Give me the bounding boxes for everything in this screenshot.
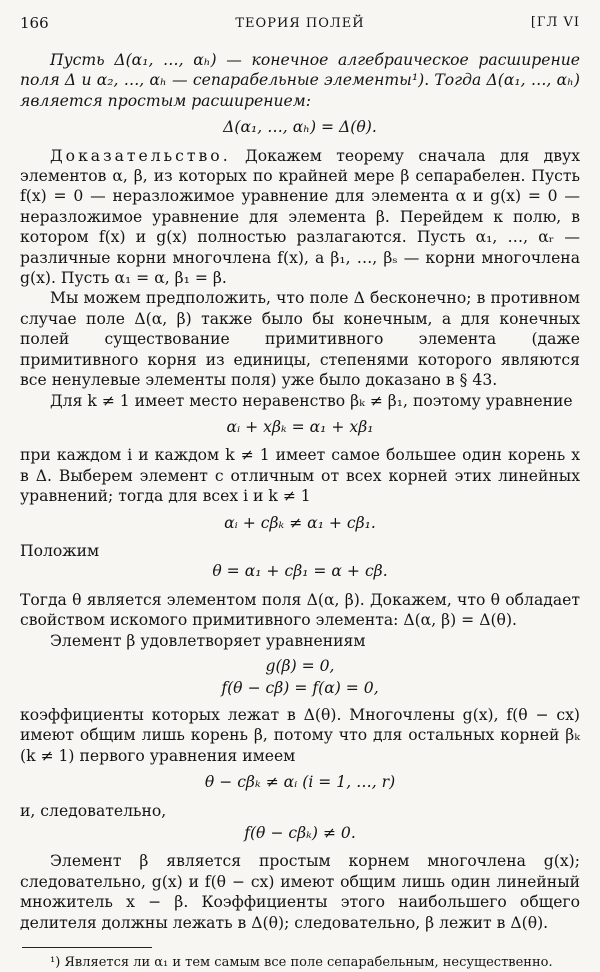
equation-f-theta: f(θ − cβ) = f(α) = 0, [221, 678, 379, 697]
equation-system [20, 655, 580, 699]
equation-inequality-c: αᵢ + cβₖ ≠ α₁ + cβ₁. [224, 513, 376, 532]
proof-text: Докажем теорему сначала для двух элементов α, β, из которых по крайней мере β сепарабелен. Пусть f(x) = 0 — неразложимое уравнение для элемента α и g(x) = 0 — неразложимое уравнение для элемента β. Перейдем к полю, в котором f(x) и g(x) полностью разлагаются. Пусть α₁, …, αᵣ — различные корни многочлена f(x), а β₁, …, βₛ — корни многочлена g(x). Пусть α₁ = α, β₁ = β. [20, 146, 580, 288]
paragraph-theta-element: Тогда θ является элементом поля Δ(α, β). Докажем, что θ обладает свойством искомого примитивного элемента: Δ(α, β) = Δ(θ). [20, 590, 580, 630]
page [20, 14, 580, 972]
page-number: 166 [20, 14, 49, 32]
paragraph-conclusion: Элемент β является простым корнем многочлена g(x); следовательно, g(x) и f(θ − cx) имеют общим лишь один линейный множитель x − β. Коэффициенты этого наибольшего общего делителя должны лежать в Δ(θ); следовательно, β лежит в Δ(θ). [20, 852, 580, 932]
footnote: ¹) Является ли α₁ и тем самым все поле сепарабельным, несущественно. [50, 955, 553, 971]
equation-theta-beta-k: θ − cβₖ ≠ αᵢ (i = 1, …, r) [204, 773, 396, 792]
chapter-label: [ГЛ VI [530, 15, 580, 30]
paragraph-coefficients: коэффициенты которых лежат в Δ(θ). Многочлены g(x), f(θ − cx) имеют общим лишь корень β, потому что для остальных корней βₖ (k ≠ 1) первого уравнения имеем [20, 705, 580, 765]
theorem-equation: Δ(α₁, …, αₕ) = Δ(θ). [223, 118, 377, 137]
proof-word: Доказательство. [50, 146, 231, 165]
equation-g-beta: g(β) = 0, [265, 656, 335, 675]
paragraph-choose-c: при каждом i и каждом k ≠ 1 имеет самое большее один корень x в Δ. Выберем элемент c отличным от всех корней этих линейных уравнений; тогда для всех i и k ≠ 1 [20, 446, 580, 506]
running-title: ТЕОРИЯ ПОЛЕЙ [235, 16, 365, 31]
paragraph-infinite-field: Мы можем предположить, что поле Δ бесконечно; в противном случае поле Δ(α, β) также было бы конечным, а для конечных полей существование примитивного элемента (даже примитивного корня из единицы, степенями которого являются все ненулевые элементы поля) уже было доказано в § 43. [20, 289, 580, 390]
paragraph-beta-satisfies: Элемент β удовлетворяет уравнениям [50, 631, 366, 650]
equation-f-nonzero: f(θ − cβₖ) ≠ 0. [244, 824, 356, 842]
paragraph-set: Положим [20, 541, 100, 560]
equation-linear: αᵢ + xβₖ = α₁ + xβ₁ [226, 417, 374, 436]
proof-paragraph [20, 146, 580, 289]
footnote-rule [22, 947, 152, 948]
page-header [20, 14, 580, 40]
paragraph-inequality: Для k ≠ 1 имеет место неравенство βₖ ≠ β₁, поэтому уравнение [50, 391, 573, 410]
equation-theta: θ = α₁ + cβ₁ = α + cβ. [212, 562, 388, 581]
theorem-statement: Пусть Δ(α₁, …, αₕ) — конечное алгебраическое расширение поля Δ и α₂, …, αₕ — сепарабельные элементы¹). Тогда Δ(α₁, …, αₕ) является простым расширением: [20, 51, 580, 110]
paragraph-consequently: и, следовательно, [20, 801, 167, 820]
